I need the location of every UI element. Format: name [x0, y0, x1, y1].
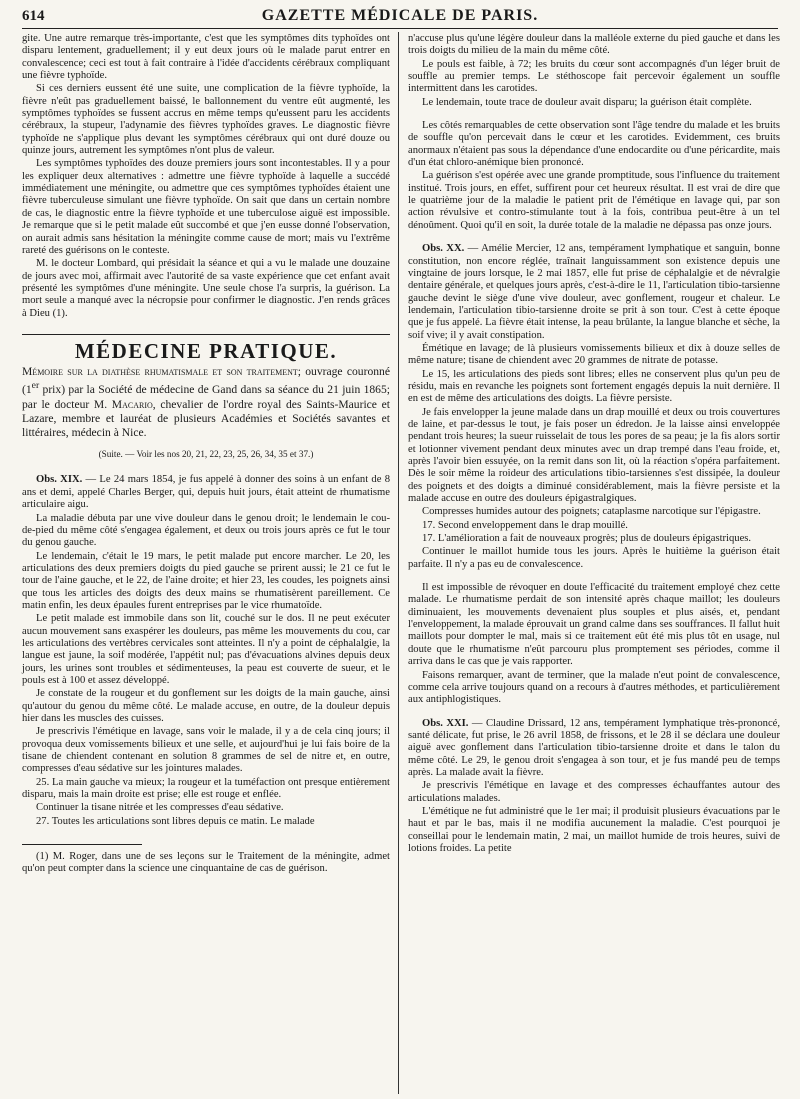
section-title: MÉDECINE PRATIQUE. — [74, 338, 338, 363]
paragraph: Le lendemain, toute trace de douleur avait disparu; la guérison était complète. — [422, 96, 752, 108]
paragraph: Le lendemain, c'était le 19 mars, le petit malade put encore marcher. Le 20, les articulations des deux premiers doigts du pied gauche se prirent aussi; le 21 ce fut le tour de l'aine gauche, et le 22, de l'aine droite; et hier 23, les coudes, les poignets ainsi que tous les articles des doigts des deux mains se rhumatisèrent pareillement. Ce matin enfin, les deux épaules furent entreprises par le vice rhumatoïde. — [22, 550, 390, 611]
paragraph: M. le docteur Lombard, qui présidait la séance et qui a vu le malade une douzaine de jours avec moi, affirmait avec l'autorité de sa vaste expérience que cet enfant avait présenté les symptômes d'une méningite. Une seule chose l'a surpris, la guérison. La mort seule a manqué avec la nécropsie pour confirmer le diagnostic. J'en rends grâces à Dieu (1). — [22, 258, 390, 319]
paragraph: Je constate de la rougeur et du gonflement sur les doigts de la main gauche, ainsi qu'autour du genou du même côté. Le malade accuse, en outre, de la douleur depuis hier dans les muscles des cuisses. — [22, 688, 390, 724]
memoir-text: ouvrage couronné (1 — [22, 365, 390, 397]
observation-paragraph — [408, 243, 780, 342]
observation-paragraph — [22, 474, 390, 511]
right-column — [408, 33, 780, 855]
observation-label: Obs. XXI. — [422, 717, 469, 729]
paragraph: Je prescrivis l'émétique en lavage, sans voir le malade, il y a de cela cinq jours; il provoqua deux vomissements bilieux et une selle, et aujourd'hui je lui fais boire de la tisane de chiendent contenant en solution 8 grammes de sel de nitre et, en outre, compresses d'eau sédative sur les jointures malades. — [22, 726, 390, 775]
memoir-text: prix) par la Société de médecine de Gand dans sa séance du 21 juin 1865; par le docteur M. — [22, 383, 390, 411]
memoir-heading: Mémoire sur la diathèse rhumatismale et son traitement; — [22, 365, 301, 379]
paragraph: Les symptômes typhoïdes des douze premiers jours sont incontestables. Il y a pour les expliquer deux alternatives : admettre une fièvre typhoïde à laquelle a succédé immédiatement une méningite, ou admettre que ces symptômes typhoïdes étaient une fièvre tuberculeuse simulant une fièvre typhoïde. On sait que dans un certain nombre de cas, le diagnostic entre la fièvre typhoïde et une tuberculose aiguë est impossible. Je remarque que si le petit malade eût succombé et que j'en eusse donné l'observation, on aurait admis sans hésitation la méningite comme cause de mort; mais vu l'extrême rareté des guérisons on le conteste. — [22, 158, 390, 256]
footnote — [22, 851, 390, 876]
paragraph: Émétique en lavage; de là plusieurs vomissements bilieux et dix à douze selles de même nature; tisane de chiendent avec 20 grammes de nitrate de potasse. — [408, 342, 780, 367]
left-column — [22, 33, 390, 876]
paragraph: n'accuse plus qu'une légère douleur dans la malléole externe du pied gauche et dans les trois doigts du milieu de la main du même côté. — [408, 33, 780, 57]
observation-text: — Claudine Drissard, 12 ans, tempérament lymphatique très-prononcé, santé délicate, fut prise, le 26 avril 1858, de frissons, et le 28 il se déclara une douleur aiguë avec gonflement dans l'articulation tibio-tarsienne droite et dans le talon du même côté. Le 29, le genou droit s'engagea à son tour, et je fus mandé peu de temps après. La malade avait la fièvre. — [408, 717, 781, 778]
observation-label: Obs. XX. — [422, 243, 465, 255]
paragraph: Le petit malade est immobile dans son lit, couché sur le dos. Il ne peut exécuter aucun mouvement sans exaspérer les douleurs, pas même les mouvements du cou, car les articulations des vertèbres cervicales sont atteintes. Il n'y a point de céphalalgie, la langue est jaune, la soif modérée, l'appétit nul; pas d'évacuations alvines depuis deux jours, les urines sont troubles et sédimenteuses, la peau est couverte de sueur, et le pouls est à 100 et assez développé. — [22, 613, 390, 686]
page-header — [22, 6, 778, 29]
paragraph: Le pouls est faible, à 72; les bruits du cœur sont accompagnés d'un léger bruit de souffle au premier temps. Le stéthoscope fait percevoir également un souffle intermittent dans les carotides. — [408, 58, 780, 95]
paragraph: Continuer le maillot humide tous les jours. Après le huitième la guérison était parfaite. Il n'y a pas eu de convalescence. — [408, 546, 780, 570]
memoir-author: Macario — [111, 397, 153, 411]
paragraph: Continuer la tisane nitrée et les compresses d'eau sédative. — [36, 802, 284, 814]
paragraph: 17. Second enveloppement dans le drap mouillé. — [422, 519, 628, 531]
memoir-text: , chevalier de l'ordre royal des Saints-Maurice et Lazare, membre et lauréat de plusieurs Académies et Sociétés savantes et littéraires, médecin à Nice. — [22, 397, 390, 439]
paragraph: La guérison s'est opérée avec une grande promptitude, sous l'influence du traitement institué. Trois jours, en effet, suffirent pour cet heureux résultat. Il est vrai de dire que le quatrième jour de la maladie le patient prit de l'émétique en lavage qui, par son action révulsive et contro-stimulante tout à la fois, contribua peut-être à un tel dénoûment. Quoi qu'il en soit, la durée totale de la maladie ne dépassa pas onze jours. — [408, 170, 780, 231]
paragraph: 27. Toutes les articulations sont libres depuis ce matin. Le malade — [36, 815, 315, 827]
paragraph: 25. La main gauche va mieux; la rougeur et la tuméfaction ont presque entièrement disparu, mais la main droite est prise; elle est rouge et enflée. — [22, 776, 390, 801]
section-divider — [22, 334, 390, 335]
footnote-divider — [22, 844, 142, 845]
paragraph: Je prescrivis l'émétique en lavage et des compresses échauffantes autour des articulations malades. — [408, 780, 780, 804]
paragraph: L'émétique ne fut administré que le 1er mai; il produisit plusieurs évacuations par le haut et par le bas, mais il ne modifia aucunement la maladie. C'est pourquoi je conseillai pour le lendemain matin, 2 mai, un maillot humide de trois heures, suivi de lotions froides. La petite — [408, 805, 780, 854]
observation-text: — Le 24 mars 1854, je fus appelé à donner des soins à un enfant de 8 ans et demi, appelé Charles Berger, qui, depuis huit jours, était atteint de rhumatisme articulaire aigu. — [22, 474, 390, 511]
paragraph: Faisons remarquer, avant de terminer, que la malade n'eut point de convalescence, comme cela arrive toujours quand on a recours à d'autres méthodes, et particulièrement aux antiphlogistiques. — [408, 669, 780, 706]
memoir-superscript: er — [31, 380, 40, 392]
paragraph: Le 15, les articulations des pieds sont libres; elles ne conservent plus qu'un peu de résidu, mais en revanche les poignets sont fortement engagés depuis la nuit dernière. Il en est de même des articulations des doigts. La fièvre persiste. — [408, 368, 780, 405]
observation-label: Obs. XIX. — [36, 474, 83, 486]
paragraph: Je fais envelopper la jeune malade dans un drap mouillé et deux ou trois couvertures de laine, et par-dessus le tout, je fais poser un édredon. Je la laisse ainsi enveloppée pendant trois heures; la sueur ruisselait de tous les pores de sa peau; je la fis alors sortir et lotionner vivement pendant deux minutes avec un drap trempé dans l'eau froide, et, après l'avoir bien essuyée, on la remit dans son lit, où la réaction s'opéra parfaitement. Dès le soir même la roideur des articulations tibio-tarsiennes s'est dissipée, la douleur des poignets et des doigts a diminué considérablement, mais la fièvre persiste et la malade accuse en outre des douleurs épigastralgiques. — [408, 406, 780, 505]
column-divider — [398, 32, 399, 1094]
paragraph: Il est impossible de révoquer en doute l'efficacité du traitement employé chez cette malade. Le rhumatisme perdait de son intensité après chaque maillot; les douleurs diminuaient, les mouvements devenaient plus souples et plus aisés, et, pendant l'enveloppement, la malade éprouvait un grand calme dans ses souffrances. Il fallut huit maillots pour dompter le mal, mais si ce traitement eût été mis plus tôt en usage, nul doute que le rhumatisme n'eût parcouru plus promptement ses périodes, comme il arriva dans le cas que je vais rapporter. — [408, 582, 780, 668]
paragraph: Les côtés remarquables de cette observation sont l'âge tendre du malade et les bruits de souffle qu'on percevait dans le cœur et les carotides. Evidemment, ces bruits anormaux n'étaient pas sous la dépendance d'une endocardite ou d'une péricardite, mais d'un état chloro-anémique bien prononcé. — [408, 120, 780, 169]
paragraph: 17. L'amélioration a fait de nouveaux progrès; plus de douleurs épigastriques. — [422, 533, 752, 545]
memoir-citation — [22, 365, 390, 440]
paragraph: Compresses humides autour des poignets; cataplasme narcotique sur l'épigastre. — [422, 506, 761, 518]
observation-text: — Amélie Mercier, 12 ans, tempérament lymphatique et sanguin, bonne constitution, non encore réglée, traînait languissamment son existence depuis une vingtaine de jours lorsque, le 2 mai 1857, elle fut prise de céphalalgie et de névralgie dentaire générale, et quelques jours après, c'est-à-dire le 11, l'articulation tibio-tarsienne gauche devint le siège d'une vive douleur, avec gonflement, rougeur et chaleur. Le lendemain, l'articulation tibio-tarsienne droite se prit à son tour. C'est à cette époque que je fus appelé. La fièvre était intense, la peau brûlante, la langue blanche et sèche, la soif vive; il y avait constipation. — [408, 243, 780, 341]
observation-paragraph — [408, 718, 780, 780]
paragraph: gite. Une autre remarque très-importante, c'est que les symptômes dits typhoïdes ont disparu lentement, graduellement; il y eut deux jours où le malade parut entrer en convalescence; ceci est tout à fait contraire à l'idée d'accidents cérébraux compliquant une fièvre typhoïde. — [22, 33, 390, 82]
page-number: 614 — [22, 8, 45, 24]
paragraph: Si ces derniers eussent été une suite, une complication de la fièvre typhoïde, la fièvre n'eût pas graduellement baissé, le ballonnement du ventre eût augmenté, les symptômes typhoïdes se fussent accrus en même temps qu'eussent paru les accidents cérébraux, la stupeur, l'adynamie des fièvres typhoïdes graves. Le diagnostic fièvre typhoïde ne s'applique plus devant les symptômes cérébraux qui ont duré douze ou quinze jours, autrement les symptômes n'ont plus de valeur. — [22, 83, 390, 157]
footnote-text: (1) M. Roger, dans une de ses leçons sur le Traitement de la méningite, admet qu'on peut compter dans la science une cinquantaine de cas de guérison. — [22, 851, 390, 875]
continuation-note: (Suite. — Voir les nos 20, 21, 22, 23, 25, 26, 34, 35 et 37.) — [98, 449, 314, 460]
paragraph: La maladie débuta par une vive douleur dans le genou droit; le lendemain le cou-de-pied du même côté s'engagea également, et deux ou trois jours après ce fut le tour du genou gauche. — [22, 512, 390, 549]
journal-title: GAZETTE MÉDICALE DE PARIS. — [261, 7, 539, 24]
